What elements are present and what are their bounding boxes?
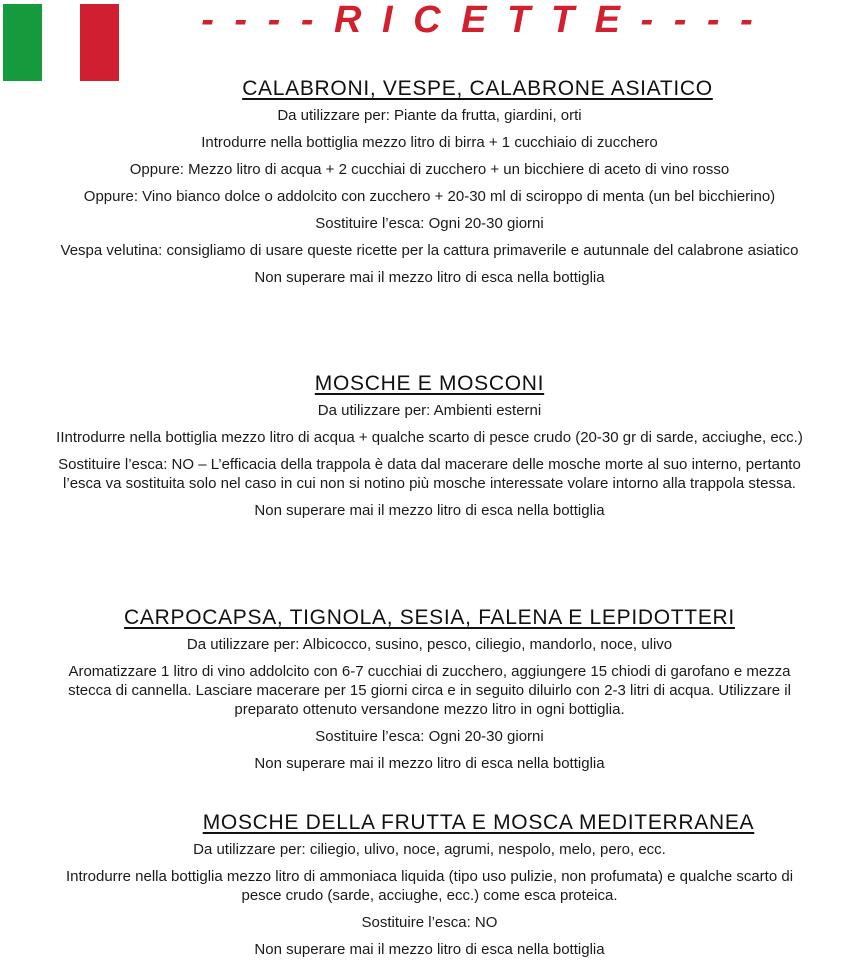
recipe-line: Sostituire l’esca: NO (361, 914, 498, 931)
recipe-section-mosche (0, 371, 859, 528)
recipe-line: IIntrodurre nella bottiglia mezzo litro di acqua + qualche scarto di pesce crudo (20-30 gr di sarde, acciughe, ecc.) (56, 429, 803, 446)
recipe-line: Oppure: Mezzo litro di acqua + 2 cucchiai di zucchero + un bicchiere di aceto di vino rosso (129, 161, 730, 178)
recipe-section-carpocapsa (0, 605, 859, 781)
recipe-line: Da utilizzare per: Albicocco, susino, pesco, ciliegio, mandorlo, noce, ulivo (186, 636, 673, 653)
recipe-line: Sostituire l’esca: Ogni 20-30 giorni (315, 728, 544, 745)
recipe-line: Non superare mai il mezzo litro di esca nella bottiglia (254, 269, 605, 286)
recipe-line: Non superare mai il mezzo litro di esca nella bottiglia (254, 941, 605, 958)
recipe-line: Non superare mai il mezzo litro di esca nella bottiglia (254, 502, 605, 519)
section-heading: CALABRONI, VESPE, CALABRONE ASIATICO (242, 77, 713, 100)
recipe-line: Da utilizzare per: Piante da frutta, giardini, orti (277, 107, 582, 124)
recipe-line: Introdurre nella bottiglia mezzo litro di birra + 1 cucchiaio di zucchero (201, 134, 658, 151)
recipe-line: Sostituire l’esca: Ogni 20-30 giorni (315, 215, 544, 232)
recipe-section-mosca-frutta (0, 810, 859, 967)
recipe-line: Introdurre nella bottiglia mezzo litro di ammoniaca liquida (tipo uso pulizie, non profumata) e qualche scarto di pesce crudo (sarde, acciughe, ecc.) come esca proteica. (65, 868, 794, 904)
section-heading: MOSCHE E MOSCONI (314, 372, 545, 395)
recipe-line: Aromatizzare 1 litro di vino addolcito con 6-7 cucchiai di zucchero, aggiungere 15 chiodi di garofano e mezza stecca di cannella. Lasciare macerare per 15 giorni circa e in seguito diluirlo con 2-3 litri di acqua. Utilizzare il preparato ottenuto versandone mezzo litro in ogni bottiglia. (68, 663, 791, 718)
recipe-section-calabroni (0, 76, 859, 295)
recipe-line: Vespa velutina: consigliamo di usare queste ricette per la cattura primaverile e autunnale del calabrone asiatico (60, 242, 799, 259)
page-title: - - - - R I C E T T E - - - - (201, 0, 758, 41)
recipe-line: Non superare mai il mezzo litro di esca nella bottiglia (254, 755, 605, 772)
section-heading: CARPOCAPSA, TIGNOLA, SESIA, FALENA E LEPIDOTTERI (124, 606, 735, 629)
recipe-line: Da utilizzare per: Ambienti esterni (317, 402, 542, 419)
recipe-line: Sostituire l’esca: NO – L’efficacia della trappola è data dal macerare delle mosche morte al suo interno, pertanto l’esca va sostituita solo nel caso in cui non si notino più mosche interessate volare intorno alla trappola stessa. (58, 456, 801, 492)
recipe-line: Da utilizzare per: ciliegio, ulivo, noce, agrumi, nespolo, melo, pero, ecc. (193, 841, 666, 858)
section-heading: MOSCHE DELLA FRUTTA E MOSCA MEDITERRANEA (202, 811, 755, 834)
recipe-line: Oppure: Vino bianco dolce o addolcito con zucchero + 20-30 ml di sciroppo di menta (un bel bicchierino) (83, 188, 776, 205)
